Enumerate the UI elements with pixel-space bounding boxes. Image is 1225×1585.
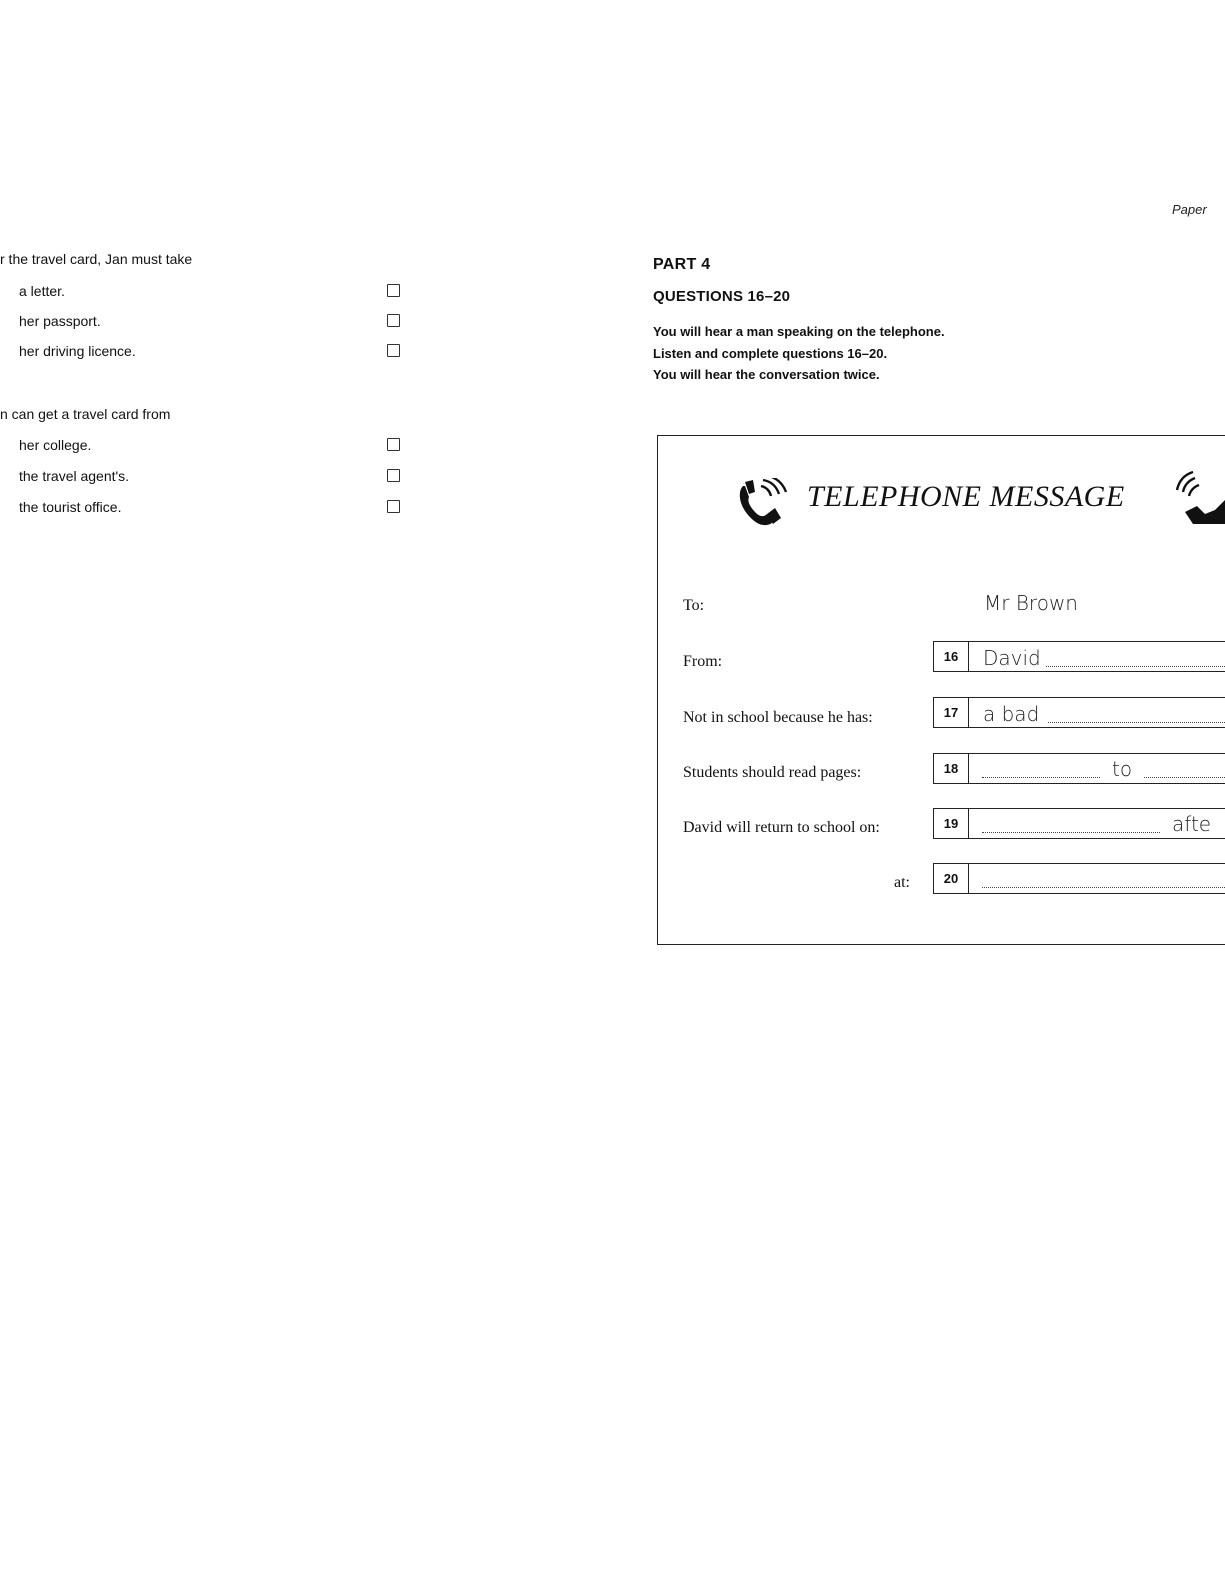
- instruction-1: You will hear a man speaking on the telephone.: [653, 324, 945, 339]
- checkbox-2b[interactable]: [387, 469, 400, 482]
- checkbox-1a[interactable]: [387, 284, 400, 297]
- page-label: Paper: [1172, 202, 1207, 217]
- answer-field-20[interactable]: [969, 863, 1225, 894]
- option-1b: her passport.: [19, 313, 101, 329]
- checkbox-2a[interactable]: [387, 438, 400, 451]
- reason-label: Not in school because he has:: [683, 709, 873, 726]
- answer-16-text: David: [983, 646, 1041, 670]
- questions-title: QUESTIONS 16–20: [653, 288, 791, 305]
- answer-17-text: a bad: [983, 702, 1040, 726]
- option-2a: her college.: [19, 437, 92, 453]
- checkbox-1c[interactable]: [387, 344, 400, 357]
- at-label: at:: [894, 874, 910, 891]
- option-2b: the travel agent's.: [19, 468, 130, 484]
- from-label: From:: [683, 653, 723, 670]
- telephone-icon-right: [1175, 470, 1225, 526]
- to-label: To:: [683, 597, 705, 614]
- option-2c: the tourist office.: [19, 499, 122, 515]
- checkbox-2c[interactable]: [387, 500, 400, 513]
- instruction-2: Listen and complete questions 16–20.: [653, 346, 888, 361]
- question-number-17: 17: [933, 697, 969, 728]
- part-title: PART 4: [653, 256, 711, 273]
- telephone-icon: [735, 478, 791, 528]
- message-title: TELEPHONE MESSAGE: [807, 480, 1125, 513]
- question-number-18: 18: [933, 753, 969, 784]
- option-1c: her driving licence.: [19, 343, 136, 359]
- question-number-20: 20: [933, 863, 969, 894]
- option-1a: a letter.: [19, 283, 65, 299]
- question-number-16: 16: [933, 641, 969, 672]
- to-value: Mr Brown: [984, 591, 1078, 615]
- checkbox-1b[interactable]: [387, 314, 400, 327]
- answer-19-text: afte: [1172, 812, 1212, 836]
- instruction-3: You will hear the conversation twice.: [653, 367, 880, 382]
- answer-18-text: to: [1112, 757, 1133, 781]
- question-stem-1: r the travel card, Jan must take: [0, 251, 193, 267]
- question-number-19: 19: [933, 808, 969, 839]
- answer-field-18[interactable]: [969, 753, 1225, 784]
- pages-label: Students should read pages:: [683, 764, 862, 781]
- return-label: David will return to school on:: [683, 819, 880, 836]
- question-stem-2: n can get a travel card from: [0, 406, 171, 422]
